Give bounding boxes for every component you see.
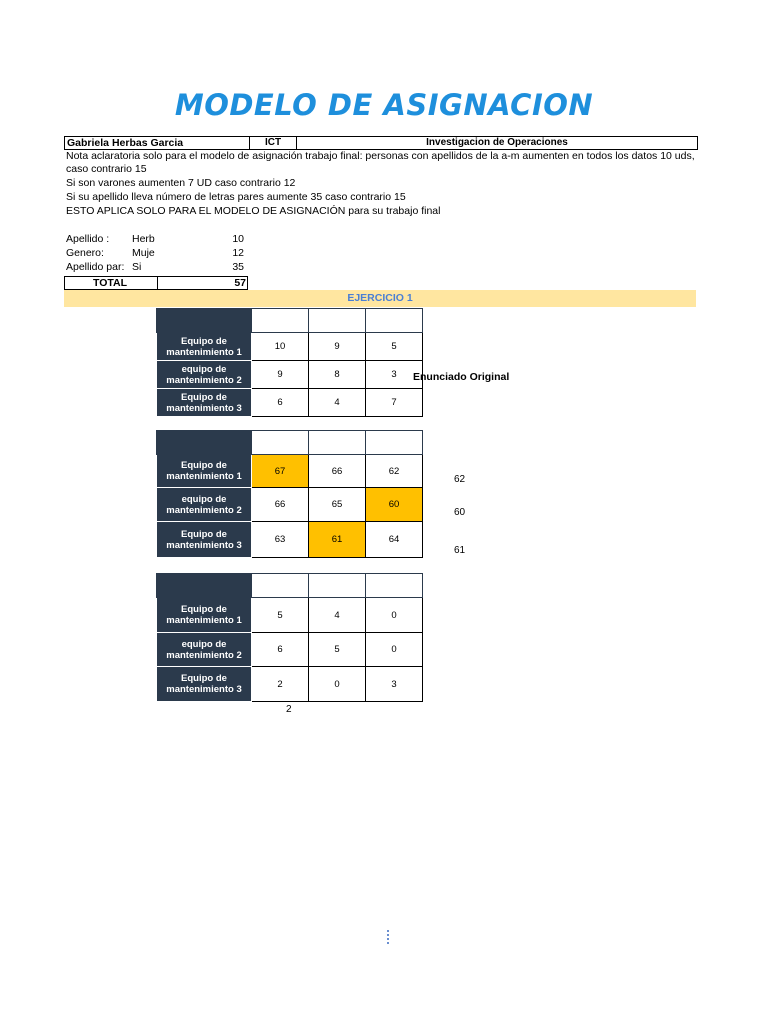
row-header-line: Equipo de: [181, 604, 227, 615]
row-header-line: mantenimiento 3: [166, 684, 242, 695]
matrix-cell: 62: [366, 455, 423, 488]
matrix-cell: 5: [366, 333, 423, 361]
row-header-line: mantenimiento 3: [166, 402, 242, 414]
course-name: Investigacion de Operaciones: [426, 137, 568, 148]
row-header-line: equipo de: [181, 363, 227, 375]
matrix-cell: 3: [366, 361, 423, 389]
row-header-line: Equipo de: [181, 391, 227, 403]
matrix-cell: 4: [309, 389, 366, 417]
corner-cell: [157, 574, 252, 598]
matrix-cell: 2: [252, 667, 309, 702]
matrix-cell: 4: [309, 598, 366, 633]
row-header: [157, 598, 252, 633]
row-header: [157, 455, 252, 488]
param-amount: 12: [232, 247, 244, 259]
row-header-line: Equipo de: [181, 460, 227, 471]
row-header-line: mantenimiento 1: [166, 615, 242, 626]
param-amount: 10: [232, 233, 244, 245]
note-line-3: Si son varones aumenten 7 UD caso contrario 12: [66, 177, 296, 189]
row-header-line: equipo de: [181, 493, 227, 505]
total-value: 57: [157, 277, 246, 289]
row-header: [157, 389, 252, 417]
total-label: TOTAL: [93, 277, 128, 289]
column-header: Maquina 3: [366, 431, 423, 455]
matrix-cell-highlighted: 67: [252, 455, 309, 488]
corner-cell: [157, 431, 252, 455]
matrix-cell: 66: [252, 488, 309, 522]
row-header: [157, 633, 252, 667]
param-value: Herb: [132, 233, 155, 245]
row-header-line: Equipo de: [181, 528, 227, 540]
matrix-cell: 7: [366, 389, 423, 417]
matrix-cell: 5: [252, 598, 309, 633]
matrix-cell: 0: [366, 598, 423, 633]
row-header: [157, 522, 252, 558]
matrix-cell: 0: [366, 633, 423, 667]
note-line-2: caso contrario 15: [66, 163, 147, 175]
row-min-value: 61: [454, 545, 466, 556]
param-value: Muje: [132, 247, 155, 259]
row-min-value: 62: [454, 474, 466, 485]
column-header: Maquina 2: [309, 431, 366, 455]
row-header: [157, 488, 252, 522]
matrix-cell: 0: [309, 667, 366, 702]
matrix-reduced: [156, 573, 423, 702]
section-band: EJERCICIO 1: [64, 290, 696, 307]
param-label: Apellido par:: [66, 261, 125, 273]
matrix-cell: 6: [252, 389, 309, 417]
matrix-cell: 5: [309, 633, 366, 667]
below-table-value: 2: [286, 704, 292, 715]
matrix-cell-highlighted: 61: [309, 522, 366, 558]
column-header: Maquina 2: [309, 574, 366, 598]
row-header-line: mantenimiento 2: [166, 649, 242, 661]
total-row: [64, 276, 248, 290]
column-header: Maquina 2: [309, 309, 366, 333]
column-header: Maquina 1: [252, 309, 309, 333]
param-label: Genero:: [66, 247, 104, 259]
page-break-marker: [387, 930, 389, 946]
matrix-cell: 10: [252, 333, 309, 361]
original-statement-label: Enunciado Original: [413, 371, 510, 383]
param-value: Si: [132, 261, 142, 273]
student-name: Gabriela Herbas Garcia: [67, 137, 184, 149]
page-title: MODELO DE ASIGNACION: [174, 88, 594, 122]
note-line-4: Si su apellido lleva número de letras pares aumente 35 caso contrario 15: [66, 191, 406, 203]
column-header: Maquina 3: [366, 309, 423, 333]
matrix-cell: 3: [366, 667, 423, 702]
row-header-line: mantenimiento 1: [166, 471, 242, 482]
note-line-5: ESTO APLICA SOLO PARA EL MODELO DE ASIGNACIÓN para su trabajo final: [66, 205, 441, 217]
row-min-value: 60: [454, 507, 466, 518]
matrix-cell: 63: [252, 522, 309, 558]
row-header-line: equipo de: [181, 638, 227, 650]
matrix-cell: 64: [366, 522, 423, 558]
column-header: Maquina 3: [366, 574, 423, 598]
row-header-line: mantenimiento 2: [166, 374, 242, 386]
corner-cell: [157, 309, 252, 333]
note-line-1: Nota aclaratoria solo para el modelo de asignación trabajo final: personas con apellidos de la a-m aumenten en todos los datos 10 uds,: [66, 150, 695, 162]
row-header-line: mantenimiento 2: [166, 504, 242, 516]
matrix-adjusted: [156, 430, 423, 558]
info-header-row: [64, 136, 698, 150]
row-header-line: mantenimiento 3: [166, 539, 242, 551]
row-header: [157, 361, 252, 389]
matrix-cell: 65: [309, 488, 366, 522]
row-header: [157, 667, 252, 702]
matrix-cell: 6: [252, 633, 309, 667]
matrix-cell: 8: [309, 361, 366, 389]
matrix-cell: 9: [252, 361, 309, 389]
matrix-original: [156, 308, 423, 417]
row-header: [157, 333, 252, 361]
column-header: Maquina 1: [252, 574, 309, 598]
row-header-line: Equipo de: [181, 335, 227, 347]
matrix-cell: 66: [309, 455, 366, 488]
column-header: Maquina 1: [252, 431, 309, 455]
param-amount: 35: [232, 261, 244, 273]
row-header-line: mantenimiento 1: [166, 346, 242, 358]
param-label: Apellido :: [66, 233, 110, 245]
matrix-cell-highlighted: 60: [366, 488, 423, 522]
course-code: ICT: [249, 137, 297, 149]
matrix-cell: 9: [309, 333, 366, 361]
row-header-line: Equipo de: [181, 673, 227, 684]
